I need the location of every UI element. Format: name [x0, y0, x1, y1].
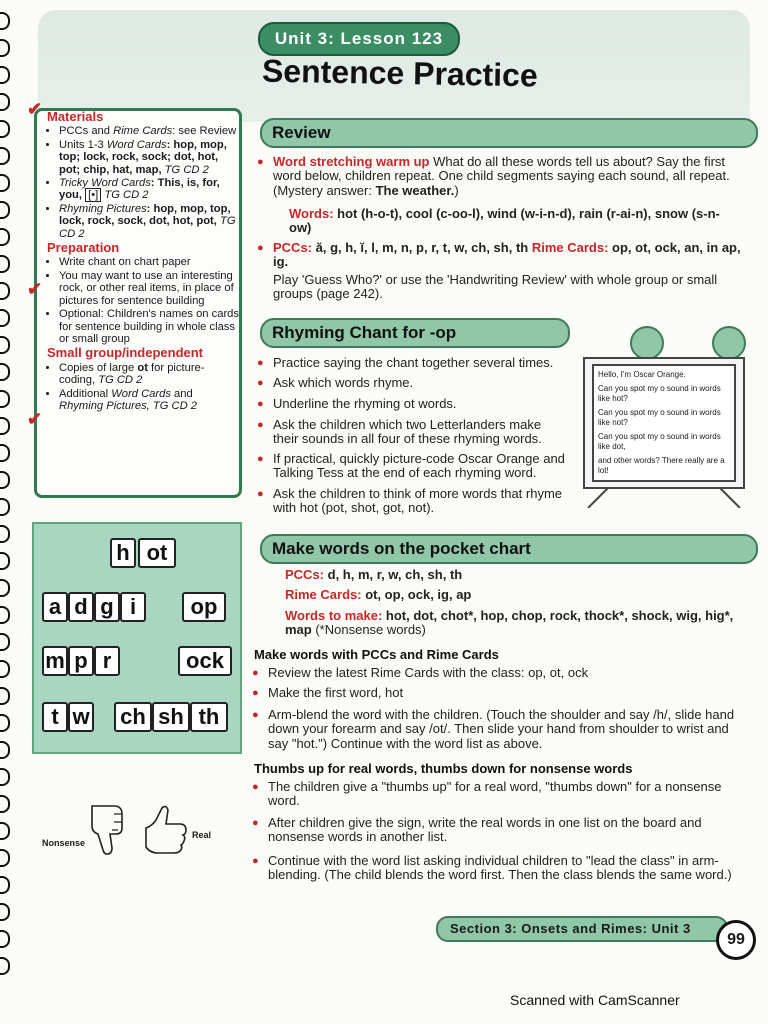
- section-footer: Section 3: Onsets and Rimes: Unit 3: [436, 916, 728, 942]
- binder-ring: [0, 363, 10, 381]
- preparation-heading: Preparation: [47, 240, 120, 256]
- binder-ring: [0, 174, 10, 192]
- chant-item: ● Ask which words rhyme.: [273, 376, 569, 390]
- letter-tile: m: [42, 646, 68, 676]
- list-item: • Tricky Word Cards: This, is, for, you, [•] TG CD 2: [59, 177, 239, 202]
- list-item: • You may want to use an interesting rock, or other real items, in place of pictures for sentence building: [59, 270, 239, 307]
- materials-heading: Materials: [47, 109, 104, 124]
- binder-ring: [0, 417, 10, 435]
- pocket-pccs: PCCs: d, h, m, r, w, ch, sh, th: [285, 567, 463, 582]
- letter-tile: d: [68, 592, 94, 622]
- chant-item: ● Practice saying the chant together several times.: [273, 356, 569, 370]
- binder-ring: [0, 228, 10, 246]
- pocket-item: ● Continue with the word list asking individual children to "lead the class" in arm-blending. (The child blends the word first. Then the class blends the same word.): [268, 854, 742, 883]
- preparation-list: [37, 256, 239, 345]
- binder-ring: [0, 12, 10, 30]
- binder-ring: [0, 660, 10, 678]
- subheading: Make words with PCCs and Rime Cards: [254, 647, 499, 662]
- pocket-item: ● Make the first word, hot: [268, 686, 738, 700]
- pocket-rime: Rime Cards: ot, op, ock, ig, ap: [285, 587, 472, 602]
- pocket-item: ● Review the latest Rime Cards with the class: op, ot, ock: [268, 666, 738, 680]
- chant-easel: [578, 352, 750, 508]
- binder-ring: [0, 336, 10, 354]
- binder-ring: [0, 390, 10, 408]
- nonsense-label: Nonsense: [42, 838, 86, 848]
- binder-ring: [0, 525, 10, 543]
- checkmark-icon: ✔: [27, 279, 43, 299]
- binder-ring: [0, 93, 10, 111]
- letter-tile: th: [190, 702, 228, 732]
- letter-tile: t: [42, 702, 68, 732]
- chant-card: [592, 364, 736, 482]
- thumbs-down-icon: [88, 800, 132, 856]
- binder-rings: [0, 0, 10, 990]
- cd-icon: [•]: [85, 188, 101, 202]
- small-group-heading: Small group/independent: [47, 345, 204, 361]
- binder-ring: [0, 255, 10, 273]
- review-warmup: ● Word stretching warm up What do all these words tell us about? Say the first word below, children repeat. One child segments saying each sound, all repeat. (Mystery answer: The weather.): [273, 155, 739, 198]
- chant-line: Can you spot my o sound in words like dot,: [598, 432, 721, 451]
- binder-ring: [0, 498, 10, 516]
- binder-ring: [0, 822, 10, 840]
- pocket-chart-header: Make words on the pocket chart: [260, 534, 758, 564]
- binder-ring: [0, 768, 10, 786]
- binder-ring: [0, 579, 10, 597]
- page-title: Sentence Practice: [261, 52, 539, 94]
- list-item: • Rhyming Pictures: hop, mop, top, lock, rock, sock, dot, hot, pot, TG CD 2: [59, 203, 239, 240]
- rime-tile: op: [182, 592, 226, 622]
- page-number: 99: [716, 920, 756, 960]
- letter-tile: h: [110, 538, 136, 568]
- binder-ring: [0, 957, 10, 975]
- list-item: • Write chant on chart paper: [59, 256, 239, 268]
- letter-tile: r: [94, 646, 120, 676]
- rime-tile: ot: [138, 538, 176, 568]
- chant-item: ● Underline the rhyming ot words.: [273, 397, 569, 411]
- chant-item: ● If practical, quickly picture-code Oscar Orange and Talking Tess at the end of each rhyming word.: [273, 452, 569, 481]
- pocket-chart-panel: [32, 522, 242, 754]
- letter-tile: a: [42, 592, 68, 622]
- list-item: • Optional: Children's names on cards for sentence building in whole class or small group: [59, 308, 239, 345]
- binder-ring: [0, 714, 10, 732]
- letter-tile: g: [94, 592, 120, 622]
- scanner-watermark: Scanned with CamScanner: [510, 992, 680, 1008]
- materials-box: [27, 99, 242, 498]
- binder-ring: [0, 795, 10, 813]
- binder-ring: [0, 606, 10, 624]
- binder-ring: [0, 66, 10, 84]
- binder-ring: [0, 876, 10, 894]
- binder-ring: [0, 39, 10, 57]
- lesson-label: Unit 3: Lesson 123: [258, 22, 460, 56]
- list-item: • Copies of large ot for picture-coding, TG CD 2: [59, 362, 239, 387]
- pocket-item: ● The children give a "thumbs up" for a real word, "thumbs down" for a nonsense word.: [268, 780, 738, 809]
- thumbs-up-icon: [142, 804, 190, 854]
- binder-ring: [0, 903, 10, 921]
- binder-ring: [0, 552, 10, 570]
- chant-item: ● Ask the children which two Letterlanders make their sounds in all four of these rhyming words.: [273, 418, 569, 447]
- review-play: Play 'Guess Who?' or use the 'Handwriting Review' with whole group or small groups (page 242).: [273, 272, 718, 302]
- real-label: Real: [192, 830, 212, 840]
- letter-tile: ch: [114, 702, 152, 732]
- list-item: • Additional Word Cards and Rhyming Pictures, TG CD 2: [59, 388, 239, 413]
- binder-ring: [0, 930, 10, 948]
- materials-list: [37, 125, 239, 240]
- rime-tile: ock: [178, 646, 232, 676]
- small-group-list: [37, 362, 239, 413]
- checkmark-icon: ✔: [27, 409, 43, 429]
- letter-tile: w: [68, 702, 94, 732]
- binder-ring: [0, 444, 10, 462]
- chant-line: Can you spot my o sound in words like not?: [598, 408, 721, 427]
- binder-ring: [0, 309, 10, 327]
- binder-ring: [0, 282, 10, 300]
- chant-line: Can you spot my o sound in words like hot?: [598, 384, 721, 403]
- binder-ring: [0, 849, 10, 867]
- review-pccs: ● PCCs: ă, g, h, ĭ, l, m, n, p, r, t, w, ch, sh, th Rime Cards: op, ot, ock, an, in ap, ig.: [273, 241, 749, 270]
- chant-item: ● Ask the children to think of more words that rhyme with hot (pot, shot, got, not).: [273, 487, 569, 516]
- chant-line: and other words? There really are a lot!: [598, 456, 725, 475]
- review-header: Review: [260, 118, 758, 148]
- pocket-words: Words to make: hot, dot, chot*, hop, chop, rock, thock*, shock, wig, hig*, map (*Nonsense words): [285, 608, 734, 638]
- chant-line: Hello, I'm Oscar Orange.: [598, 370, 686, 379]
- binder-ring: [0, 471, 10, 489]
- list-item: • PCCs and Rime Cards: see Review: [59, 125, 239, 137]
- chant-header: Rhyming Chant for -op: [260, 318, 570, 348]
- binder-ring: [0, 201, 10, 219]
- binder-ring: [0, 687, 10, 705]
- letter-tile: sh: [152, 702, 190, 732]
- letter-tile: i: [120, 592, 146, 622]
- binder-ring: [0, 633, 10, 651]
- pocket-item: ● Arm-blend the word with the children. (Touch the shoulder and say /h/, slide hand down your forearm and say /ot/. Then slide your hand from shoulder to wrist and say "hot.") Continue with the word list as above.: [268, 708, 742, 751]
- binder-ring: [0, 147, 10, 165]
- list-item: • Units 1-3 Word Cards: hop, mop, top; lock, rock, sock; dot, hot, pot; chip, hat, map, TG CD 2: [59, 139, 239, 176]
- review-words: Words: hot (h-o-t), cool (c-oo-l), wind (w-i-n-d), rain (r-ai-n), snow (s-n-ow): [289, 206, 720, 236]
- pocket-item: ● After children give the sign, write the real words in one list on the board and nonsense words in another list.: [268, 816, 742, 845]
- subheading: Thumbs up for real words, thumbs down for nonsense words: [254, 761, 633, 776]
- binder-ring: [0, 741, 10, 759]
- checkmark-icon: ✔: [27, 99, 43, 119]
- letter-tile: p: [68, 646, 94, 676]
- binder-ring: [0, 120, 10, 138]
